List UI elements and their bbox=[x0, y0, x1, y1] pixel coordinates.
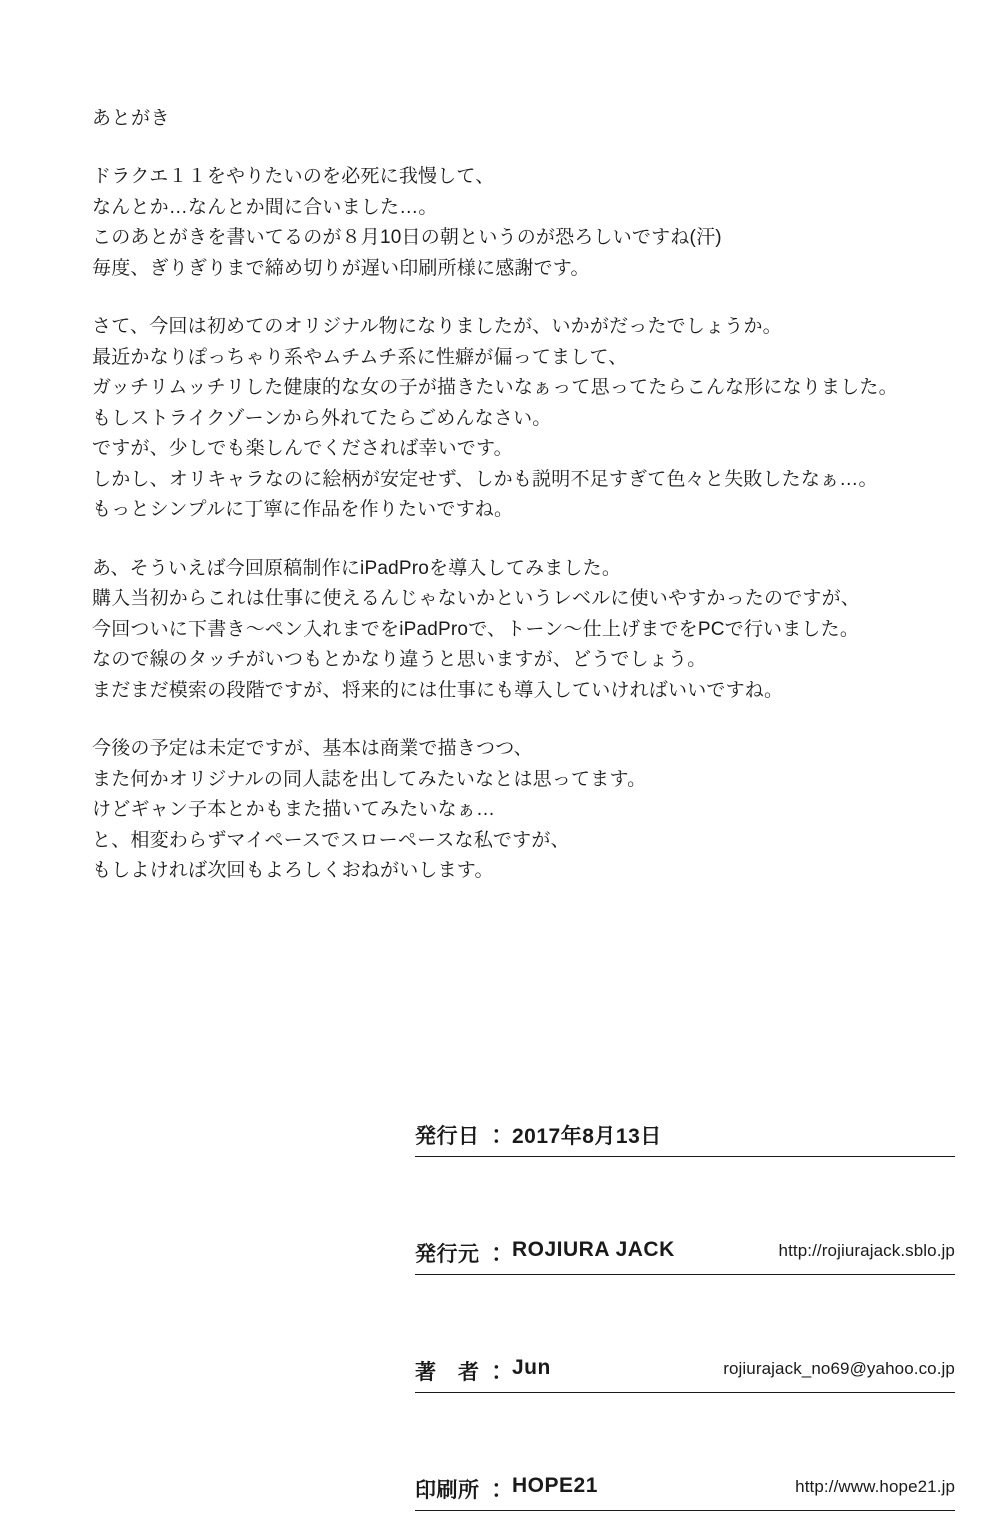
afterword-line: ですが、少しでも楽しんでくだされば幸いです。 bbox=[92, 438, 513, 459]
colophon-row-author bbox=[0, 1356, 1000, 1412]
colophon-row-date bbox=[0, 1120, 1000, 1176]
afterword-line: このあとがきを書いてるのが８月10日の朝というのが恐ろしいですね(汗) bbox=[92, 227, 722, 248]
afterword-title: あとがき bbox=[92, 108, 171, 129]
afterword-line: もしストライクゾーンから外れてたらごめんなさい。 bbox=[92, 407, 552, 429]
afterword-line: 今回ついに下書き〜ペン入れまでをiPadProで、トーン〜仕上げまでをPCで行いました。 bbox=[92, 618, 860, 640]
colophon-label-date: 発行日 ： bbox=[415, 1125, 508, 1148]
colophon-divider bbox=[415, 1392, 955, 1393]
afterword-line: ガッチリムッチリした健康的な女の子が描きたいなぁって思ってたらこんな形になりました。 bbox=[92, 377, 898, 398]
afterword-line: しかし、オリキャラなのに絵柄が安定せず、しかも説明不足すぎて色々と失敗したなぁ…。 bbox=[92, 468, 878, 490]
afterword-line: けどギャン子本とかもまた描いてみたいなぁ… bbox=[92, 799, 496, 820]
colophon-divider bbox=[415, 1156, 955, 1157]
colophon-row-publisher bbox=[0, 1238, 1000, 1294]
afterword-line: まだまだ模索の段階ですが、将来的には仕事にも導入していければいいですね。 bbox=[92, 679, 784, 701]
afterword-paragraph-1 bbox=[92, 162, 952, 284]
afterword-line: と、相変わらずマイペースでスローペースな私ですが、 bbox=[92, 829, 570, 851]
afterword-line: さて、今回は初めてのオリジナル物になりましたが、いかがだったでしょうか。 bbox=[92, 316, 782, 337]
afterword-line: また何かオリジナルの同人誌を出してみたいなとは思ってます。 bbox=[92, 768, 647, 790]
afterword-line: なので線のタッチがいつもとかなり違うと思いますが、どうでしょう。 bbox=[92, 649, 707, 670]
afterword-line: あ、そういえば今回原稿制作にiPadProを導入してみました。 bbox=[92, 557, 622, 579]
afterword-line: もしよければ次回もよろしくおねがいします。 bbox=[92, 860, 494, 881]
colophon-divider bbox=[415, 1510, 955, 1511]
publisher-website-url[interactable]: http://rojiurajack.sblo.jp bbox=[778, 1241, 955, 1260]
afterword-line: 購入当初からこれは仕事に使えるんじゃないかというレベルに使いやすかったのですが、 bbox=[92, 588, 861, 609]
afterword-line: 今後の予定は未定ですが、基本は商業で描きつつ、 bbox=[92, 738, 533, 759]
afterword-paragraph-3 bbox=[92, 554, 952, 707]
colophon-label-printer: 印刷所 ： bbox=[415, 1479, 508, 1502]
afterword-line: もっとシンプルに丁寧に作品を作りたいですね。 bbox=[92, 499, 514, 520]
colophon-label-publisher: 発行元 ： bbox=[415, 1243, 508, 1266]
afterword-line: 毎度、ぎりぎりまで締め切りが遅い印刷所様に感謝です。 bbox=[92, 257, 590, 279]
afterword-paragraph-2 bbox=[92, 312, 952, 526]
afterword-line: ドラクエ１１をやりたいのを必死に我慢して、 bbox=[92, 166, 495, 187]
colophon-value-author: Jun bbox=[512, 1356, 551, 1379]
printer-website-url[interactable]: http://www.hope21.jp bbox=[795, 1477, 955, 1496]
author-email-address[interactable]: rojiurajack_no69@yahoo.co.jp bbox=[723, 1359, 955, 1378]
afterword-line: なんとか…なんとか間に合いました…。 bbox=[92, 196, 438, 218]
afterword-paragraph-4 bbox=[92, 734, 952, 887]
afterword-line: 最近かなりぽっちゃり系やムチムチ系に性癖が偏ってまして、 bbox=[92, 346, 628, 368]
colophon-row-printer bbox=[0, 1474, 1000, 1530]
colophon-section bbox=[0, 1120, 1000, 1502]
colophon-value-date: 2017年8月13日 bbox=[512, 1125, 662, 1148]
colophon-divider bbox=[415, 1274, 955, 1275]
colophon-value-publisher: ROJIURA JACK bbox=[512, 1238, 675, 1261]
colophon-value-printer: HOPE21 bbox=[512, 1474, 598, 1497]
colophon-label-author: 著 者 ： bbox=[415, 1361, 508, 1384]
afterword-section bbox=[92, 104, 952, 887]
